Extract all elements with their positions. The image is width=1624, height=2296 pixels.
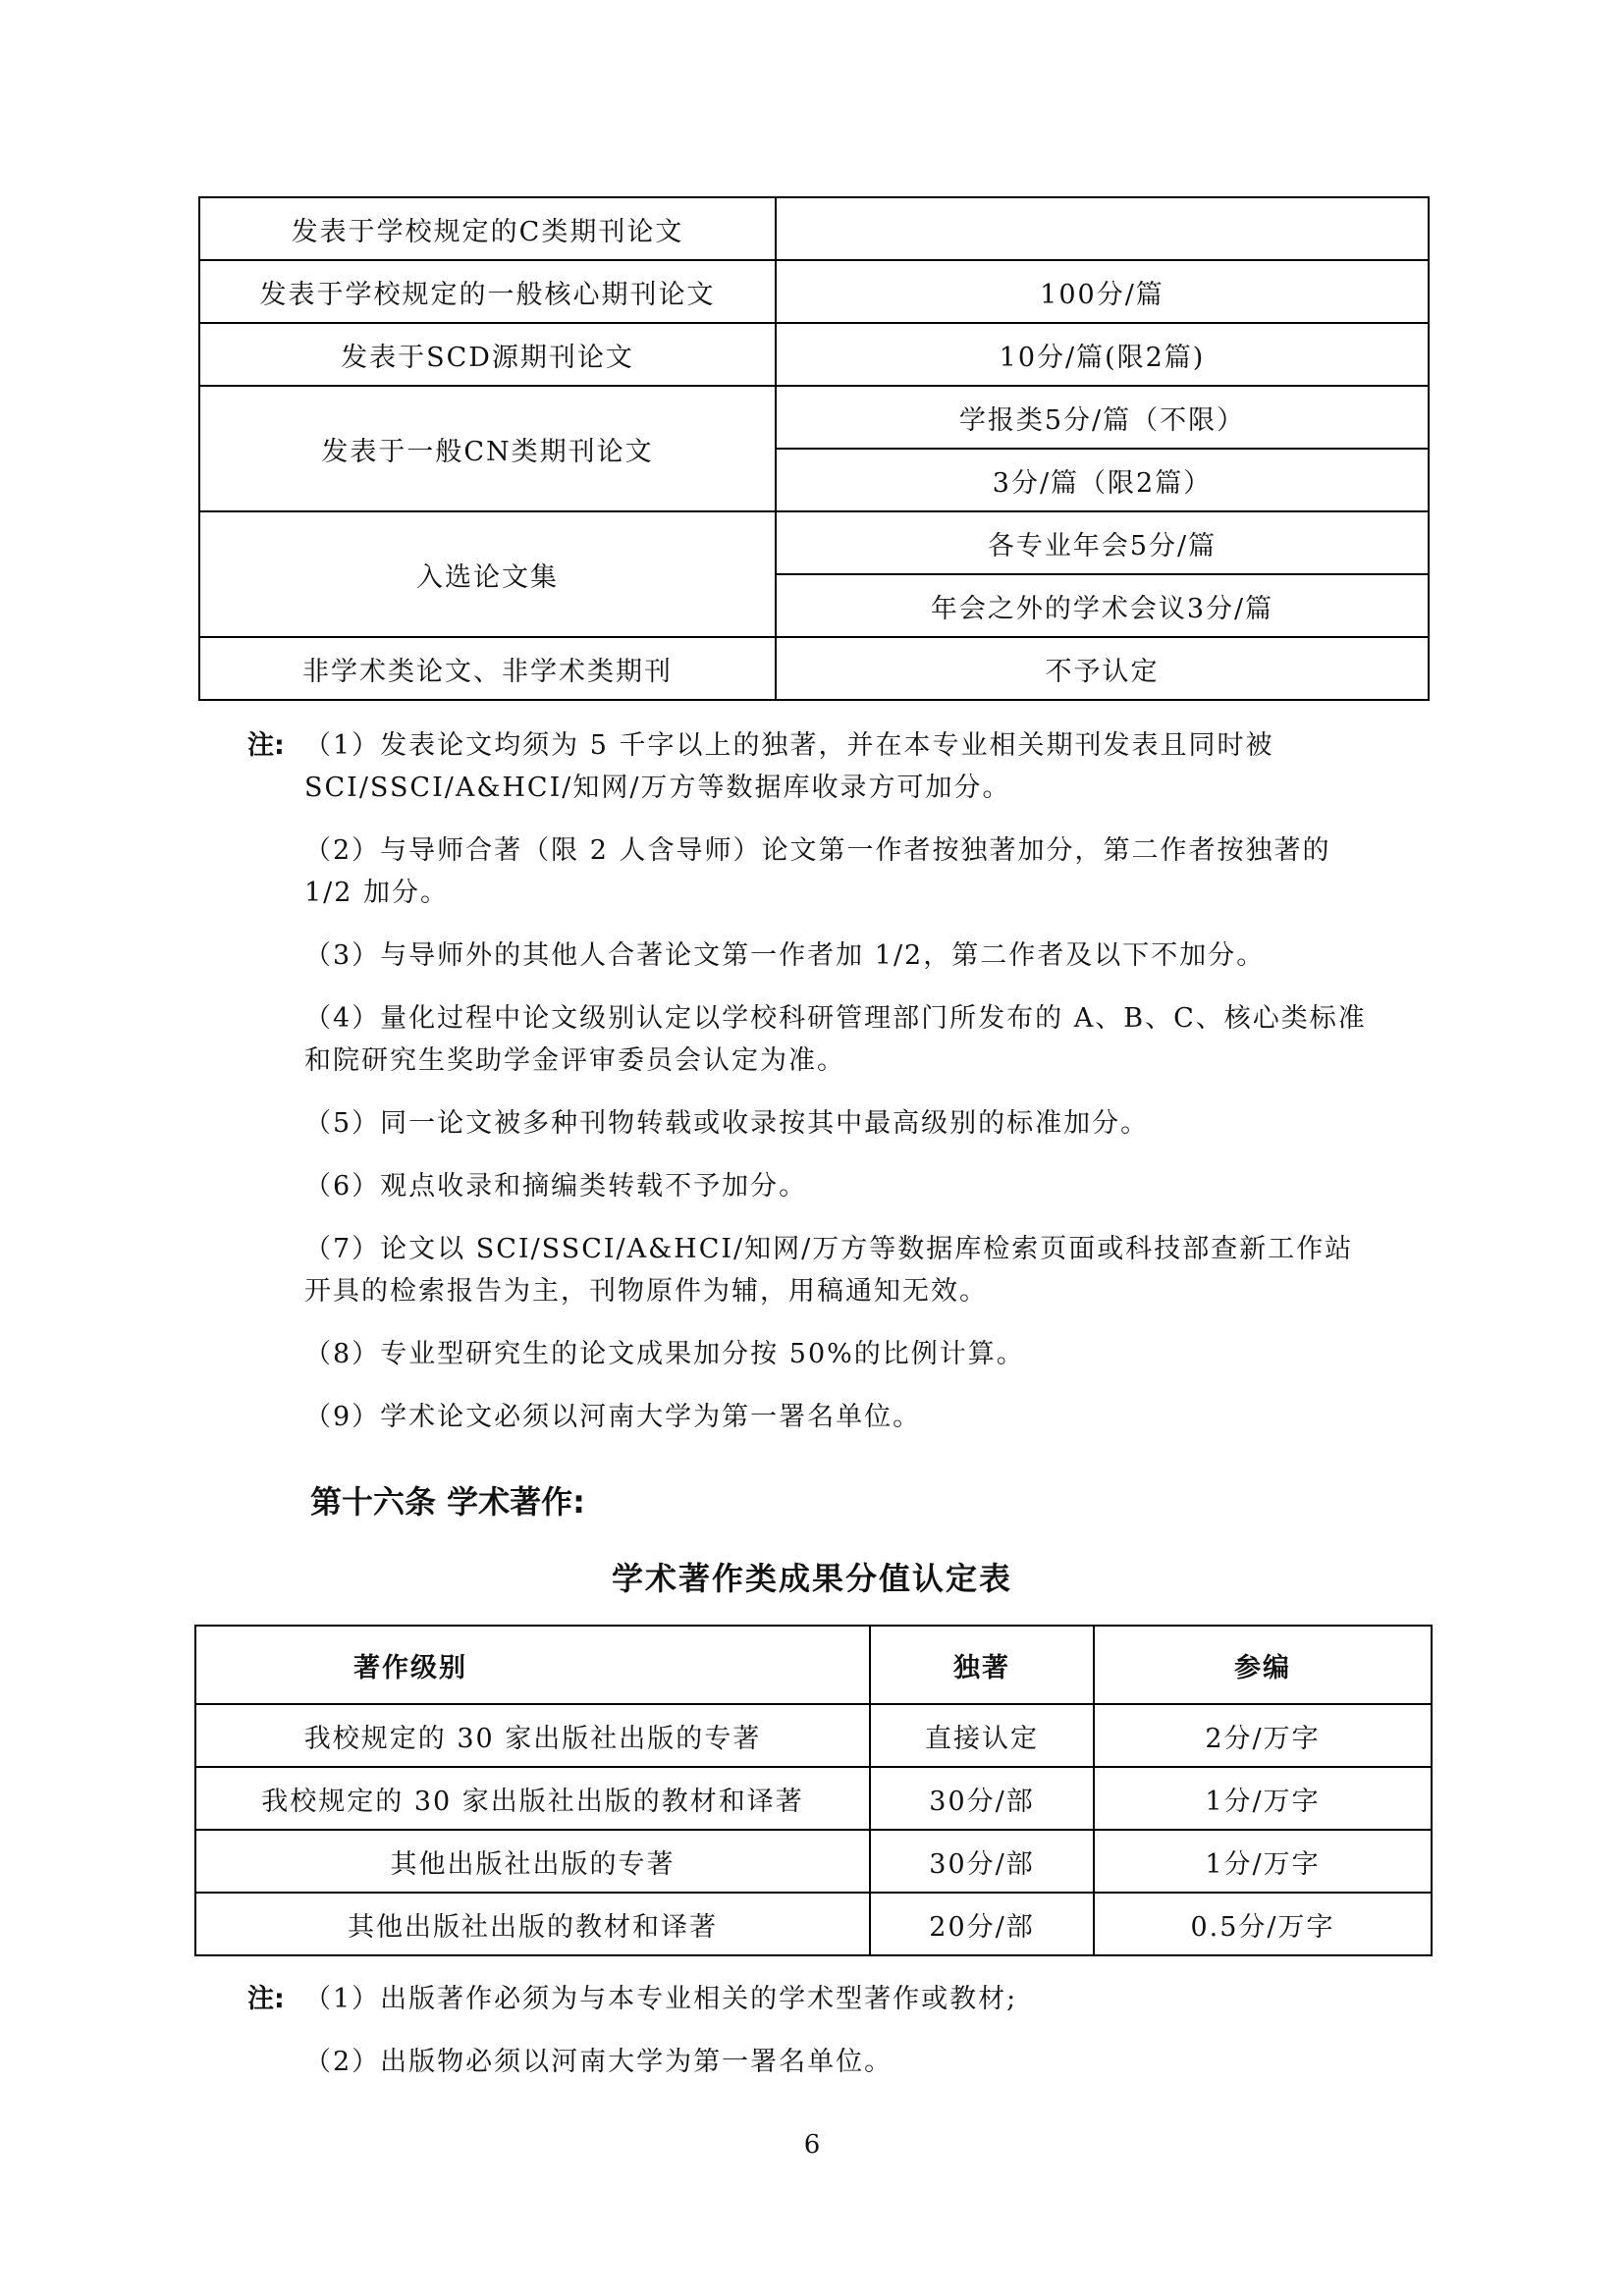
table-cell-level: 其他出版社出版的专著 [195,1830,870,1893]
notes-label: 注: [247,730,285,761]
table-title: 学术著作类成果分值认定表 [611,1560,1012,1597]
table-row [195,1893,1432,1955]
table-cell-level: 其他出版社出版的教材和译著 [195,1893,870,1955]
table-row [199,637,1429,700]
note-item: （5）同一论文被多种刊物转载或收录按其中最高级别的标准加分。 [304,1108,1150,1139]
table-row [199,511,1429,574]
table-cell-level: 我校规定的 30 家出版社出版的专著 [195,1704,870,1767]
table-cell-sole: 30分/部 [870,1767,1094,1830]
table-cell-score: 3分/篇（限2篇） [776,449,1429,511]
table-cell-score: 学报类5分/篇（不限） [776,386,1429,449]
table-cell-sole: 20分/部 [870,1893,1094,1955]
note-item: （4）量化过程中论文级别认定以学校科研管理部门所发布的 A、B、C、核心类标准和院研究生奖助学金评审委员会认定为准。 [304,1003,1367,1076]
table-header-sole: 独著 [870,1626,1094,1704]
table-cell-sole: 直接认定 [870,1704,1094,1767]
table-cell-score: 年会之外的学术会议3分/篇 [776,574,1429,637]
table-row [195,1704,1432,1767]
note-item: （3）与导师外的其他人合著论文第一作者加 1/2，第二作者及以下不加分。 [304,940,1266,971]
section-heading: 第十六条 学术著作: [310,1483,585,1521]
table-cell-score: 不予认定 [776,637,1429,700]
monograph-score-table [194,1625,1433,1956]
monograph-notes [304,1978,1380,2104]
notes-label: 注: [247,1984,285,2014]
table-cell-level: 我校规定的 30 家出版社出版的教材和译著 [195,1767,870,1830]
note-item: （7）论文以 SCI/SSCI/A&HCI/知网/万方等数据库检索页面或科技部查新工作站开具的检索报告为主，刊物原件为辅，用稿通知无效。 [304,1234,1354,1307]
page-number: 6 [803,2130,821,2160]
table-cell-score: 10分/篇(限2篇) [776,323,1429,386]
table-cell-level: 发表于一般CN类期刊论文 [199,386,776,511]
table-header-row [195,1626,1432,1704]
note-item: （1）出版著作必须为与本专业相关的学术型著作或教材; [304,1984,1018,2014]
table-header-coauthor: 参编 [1094,1626,1432,1704]
note-item: （2）与导师合著（限 2 人含导师）论文第一作者按独著加分，第二作者按独著的 1/2 加分。 [304,835,1331,908]
table-row [199,386,1429,449]
note-item: （2）出版物必须以河南大学为第一署名单位。 [304,2047,893,2077]
table-cell-level: 发表于学校规定的C类期刊论文 [199,197,776,260]
table-row [199,323,1429,386]
table-cell-coauthor: 1分/万字 [1094,1830,1432,1893]
table-cell-coauthor: 1分/万字 [1094,1767,1432,1830]
table-cell-level: 发表于SCD源期刊论文 [199,323,776,386]
table-cell-coauthor: 0.5分/万字 [1094,1893,1432,1955]
table-row [199,197,1429,260]
paper-score-table [198,196,1430,701]
table-cell-sole: 30分/部 [870,1830,1094,1893]
table-cell-score: 各专业年会5分/篇 [776,511,1429,574]
paper-notes [304,724,1380,1459]
table-row [195,1767,1432,1830]
table-cell-level: 发表于学校规定的一般核心期刊论文 [199,260,776,323]
note-item: （1）发表论文均须为 5 千字以上的独著，并在本专业相关期刊发表且同时被SCI/SSCI/A&HCI/知网/万方等数据库收录方可加分。 [304,730,1274,803]
table-cell-score [776,197,1429,260]
table-row [195,1830,1432,1893]
table-cell-level: 入选论文集 [199,511,776,637]
table-header-level: 著作级别 [195,1626,870,1704]
table-cell-score: 100分/篇 [776,260,1429,323]
table-cell-coauthor: 2分/万字 [1094,1704,1432,1767]
table-cell-level: 非学术类论文、非学术类期刊 [199,637,776,700]
table-row [199,260,1429,323]
note-item: （8）专业型研究生的论文成果加分按 50%的比例计算。 [304,1339,1025,1369]
note-item: （6）观点收录和摘编类转载不予加分。 [304,1171,808,1201]
note-item: （9）学术论文必须以河南大学为第一署名单位。 [304,1402,922,1432]
